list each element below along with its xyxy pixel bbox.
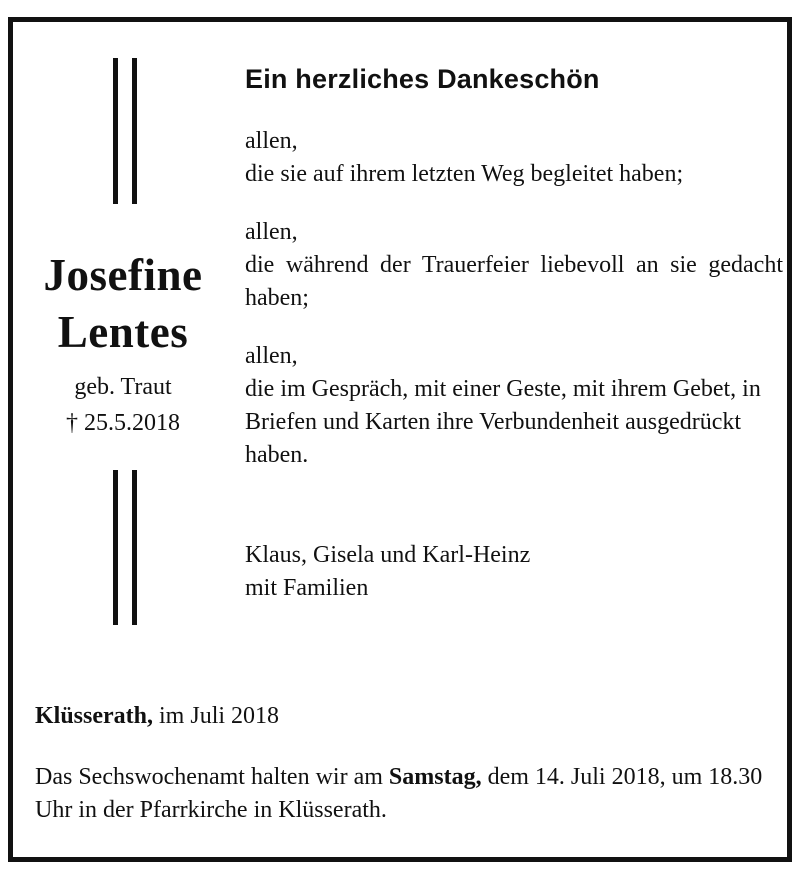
notice-frame xyxy=(8,17,792,862)
notice-inner xyxy=(13,22,787,857)
thanks-paragraph-1-body: die sie auf ihrem letzten Weg begleitet haben; xyxy=(245,161,684,187)
memorial-note-part-2: dem 14. Juli 2018, um 18.30 Uhr in der Pfarrkirche in Klüsserath. xyxy=(35,764,763,823)
decorative-rule-lower-right xyxy=(132,470,137,625)
deceased-last-name: Lentes xyxy=(57,307,189,357)
thanks-paragraph-3 xyxy=(245,340,783,472)
place-and-date-line xyxy=(35,700,771,732)
notice-headline: Ein herzliches Dankeschön xyxy=(245,64,600,94)
place-date: im Juli 2018 xyxy=(153,703,280,729)
place-name: Klüsserath, xyxy=(35,703,154,729)
deceased-first-name: Josefine xyxy=(43,250,203,300)
thanks-paragraph-1-lead: allen, xyxy=(245,128,298,154)
memorial-note-weekday: Samstag, xyxy=(388,764,482,790)
notice-top-area xyxy=(13,22,787,672)
deceased-death-date: † 25.5.2018 xyxy=(66,410,180,436)
deceased-maiden-name: geb. Traut xyxy=(74,374,172,400)
thanks-paragraph-1 xyxy=(245,125,783,191)
memorial-service-note xyxy=(35,761,771,827)
decorative-rule-upper-left xyxy=(113,58,118,204)
signature-line-2: mit Familien xyxy=(245,575,369,601)
thanks-paragraph-2 xyxy=(245,216,783,315)
signature-spacer xyxy=(245,497,783,539)
signature-line-1: Klaus, Gisela und Karl-Heinz xyxy=(245,542,531,568)
decorative-rule-lower-left xyxy=(113,470,118,625)
deceased-name-block xyxy=(13,247,233,440)
thanks-paragraph-2-lead: allen, xyxy=(245,219,298,245)
thanks-paragraph-2-body: die während der Trauerfeier liebevoll an sie gedacht haben; xyxy=(245,252,783,311)
decorative-rule-upper-right xyxy=(132,58,137,204)
notice-bottom-block xyxy=(35,700,771,827)
thanks-paragraph-3-lead: allen, xyxy=(245,343,298,369)
thanks-paragraph-3-body: die im Gespräch, mit einer Geste, mit ihrem Gebet, in Briefen und Karten ihre Verbundenheit ausgedrückt haben. xyxy=(245,376,761,468)
thank-you-message-block xyxy=(245,62,783,605)
memorial-note-part-1: Das Sechswochenamt halten wir am xyxy=(35,764,389,790)
